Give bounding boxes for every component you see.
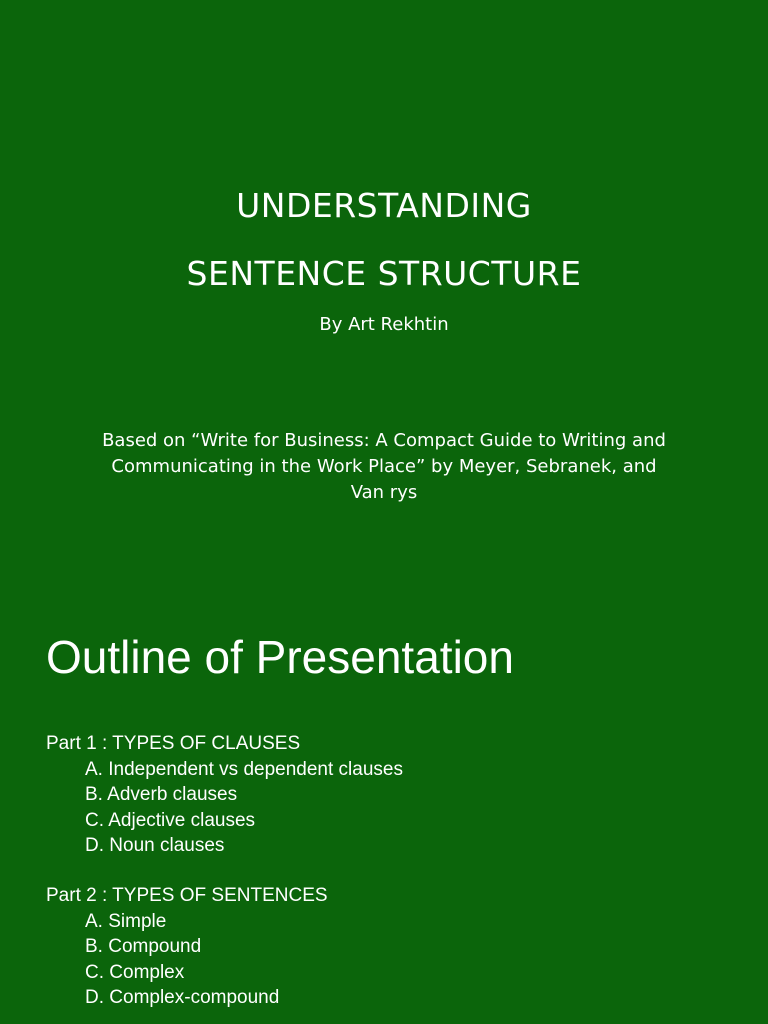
outline-heading: Outline of Presentation	[46, 631, 514, 683]
author-line: By Art Rekhtin	[319, 314, 449, 335]
outline-part-2	[46, 883, 328, 1011]
source-line-2: Communicating in the Work Place” by Meyer, Sebranek, and	[111, 456, 657, 477]
part-item: C. Complex	[85, 961, 185, 983]
part-item: B. Compound	[85, 936, 202, 957]
part-item: B. Adverb clauses	[85, 784, 238, 805]
source-line-3: Van rys	[350, 482, 418, 503]
part-item: D. Noun clauses	[85, 835, 225, 856]
part-heading: Part 1 : TYPES OF CLAUSES	[46, 733, 301, 754]
part-item: A. Simple	[85, 910, 167, 932]
title-line-1: UNDERSTANDING	[236, 186, 532, 225]
source-line-1: Based on “Write for Business: A Compact Guide to Writing and	[102, 430, 666, 451]
outline-part-1	[46, 731, 403, 859]
part-item: D. Complex-compound	[85, 987, 280, 1008]
source-citation	[40, 428, 728, 506]
part-item: A. Independent vs dependent clauses	[85, 758, 403, 780]
part-heading: Part 2 : TYPES OF SENTENCES	[46, 885, 328, 906]
part-item: C. Adjective clauses	[85, 809, 256, 831]
title-line-2: SENTENCE STRUCTURE	[186, 254, 582, 293]
